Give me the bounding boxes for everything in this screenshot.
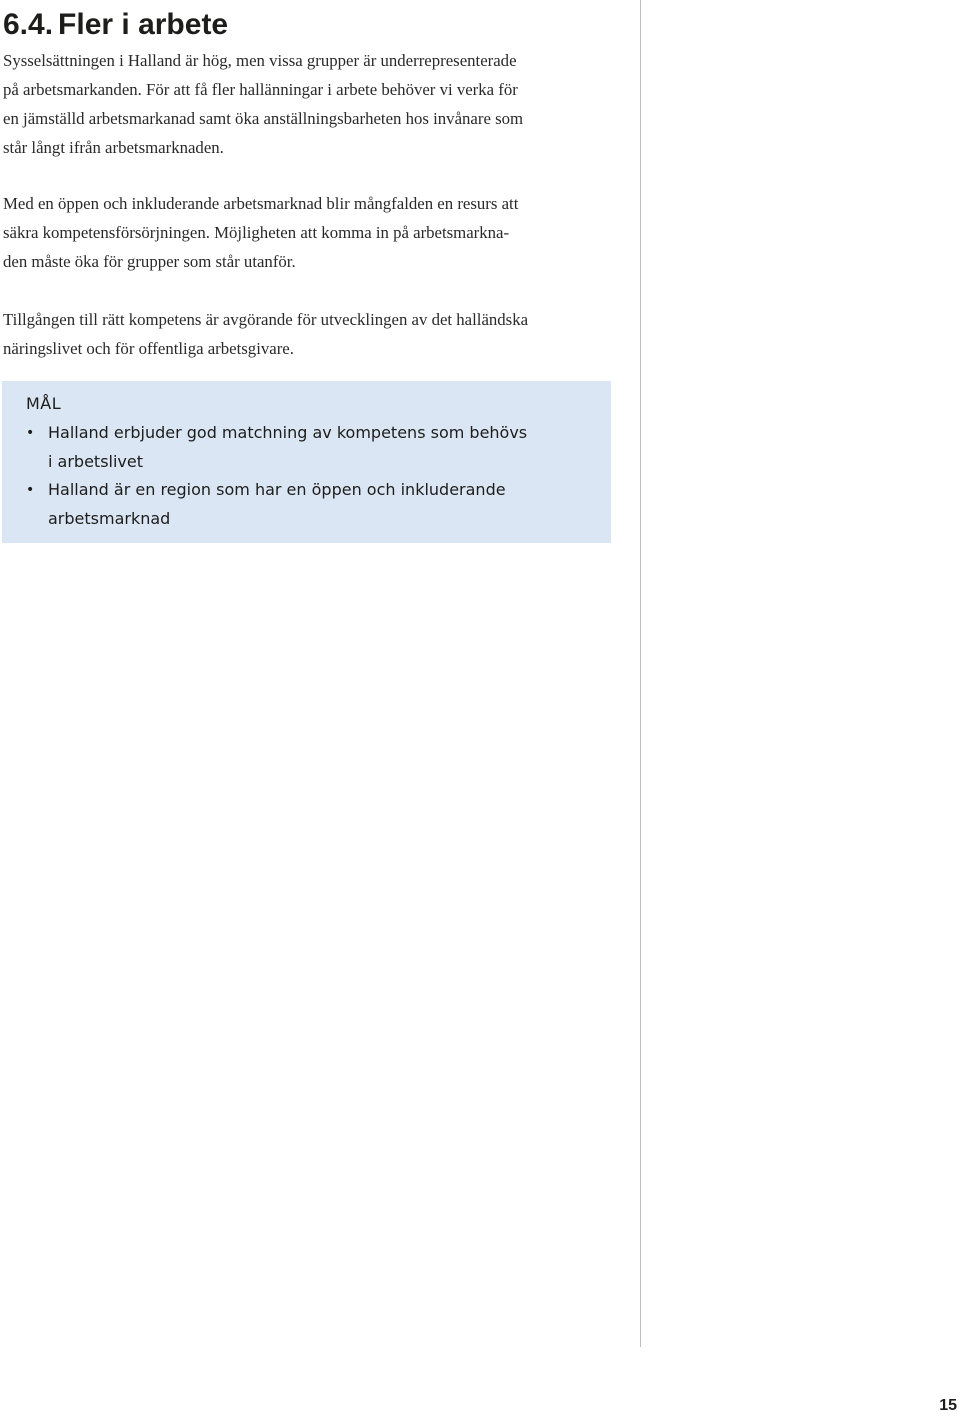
goal-line: arbetsmarknad [48,508,171,528]
paragraph-line: på arbetsmarkanden. För att få fler hallänningar i arbete behöver vi verka för [3,80,518,99]
goal-list-item [26,476,506,533]
paragraph-line: den måste öka för grupper som står utanför. [3,252,296,271]
paragraph-line: Sysselsättningen i Halland är hög, men vissa grupper är underrepresenterade [3,51,517,70]
bullet-icon: • [26,425,35,441]
paragraph-line: en jämställd arbetsmarkanad samt öka anställningsbarheten hos invånare som [3,109,524,128]
section-heading [3,4,228,46]
column-divider [640,0,641,1347]
goals-title: MÅL [26,394,62,413]
section-number: 6.4. [3,8,54,41]
paragraph-line: säkra kompetensförsörjningen. Möjligheten att komma in på arbetsmarkna- [3,223,510,242]
bullet-icon: • [26,482,35,498]
goals-box [2,381,611,543]
goal-line: i arbetslivet [48,451,143,471]
goal-line: Halland är en region som har en öppen och inkluderande [48,480,506,499]
page-number: 15 [939,1397,957,1414]
paragraph-line: Med en öppen och inkluderande arbetsmarknad blir mångfalden en resurs att [3,194,519,213]
paragraph-intro [3,46,523,162]
section-title: Fler i arbete [58,8,229,41]
goal-list-item [26,419,527,476]
paragraph-inclusion [3,189,518,276]
paragraph-line: står långt ifrån arbetsmarknaden. [3,138,224,157]
paragraph-line: näringslivet och för offentliga arbetsgivare. [3,339,294,358]
paragraph-competence [3,305,528,363]
goal-line: Halland erbjuder god matchning av kompetens som behövs [48,423,528,442]
paragraph-line: Tillgången till rätt kompetens är avgörande för utvecklingen av det halländska [3,310,529,329]
